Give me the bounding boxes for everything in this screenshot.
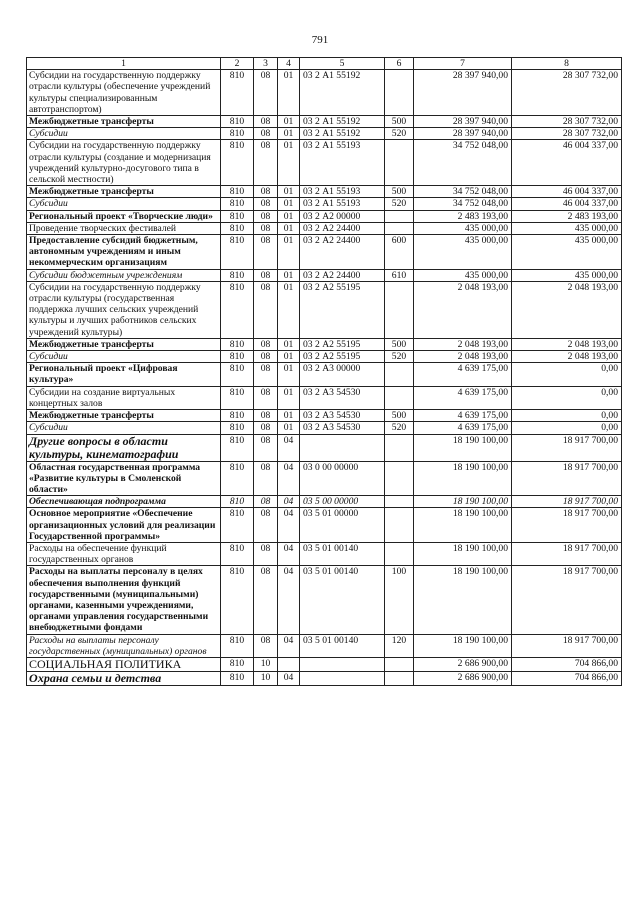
row-ministry-code: 810: [221, 116, 254, 128]
row-name: Обеспечивающая подпрограмма: [27, 496, 221, 508]
row-name: Субсидии: [27, 128, 221, 140]
row-expense-type: 120: [385, 634, 414, 657]
row-amount-year-2: 2 048 193,00: [512, 351, 622, 363]
row-ministry-code: 810: [221, 235, 254, 270]
row-amount-year-1: 2 048 193,00: [414, 281, 512, 338]
row-amount-year-1: 18 190 100,00: [414, 542, 512, 565]
row-section-code: 08: [254, 434, 278, 461]
row-ministry-code: 810: [221, 508, 254, 543]
row-target-article: 03 5 00 00000: [300, 496, 385, 508]
row-amount-year-1: 18 190 100,00: [414, 566, 512, 634]
row-name: Субсидии на создание виртуальных концертных залов: [27, 386, 221, 409]
row-amount-year-2: 18 917 700,00: [512, 508, 622, 543]
row-ministry-code: 810: [221, 410, 254, 422]
row-name: Региональный проект «Творческие люди»: [27, 210, 221, 222]
row-section-code: 08: [254, 634, 278, 657]
row-name: Межбюджетные трансферты: [27, 116, 221, 128]
row-expense-type: [385, 657, 414, 671]
row-name: Межбюджетные трансферты: [27, 186, 221, 198]
row-target-article: 03 2 А1 55193: [300, 186, 385, 198]
row-section-code: 08: [254, 235, 278, 270]
row-section-code: 08: [254, 140, 278, 186]
row-amount-year-1: 4 639 175,00: [414, 422, 512, 434]
row-target-article: 03 2 А3 54530: [300, 422, 385, 434]
row-expense-type: 520: [385, 351, 414, 363]
row-expense-type: [385, 281, 414, 338]
header-cell: 1: [27, 58, 221, 70]
row-subsection-code: 01: [278, 363, 300, 386]
row-section-code: 08: [254, 422, 278, 434]
row-subsection-code: 01: [278, 70, 300, 116]
row-ministry-code: 810: [221, 140, 254, 186]
row-target-article: [300, 434, 385, 461]
row-amount-year-1: 2 048 193,00: [414, 351, 512, 363]
row-name: Предоставление субсидий бюджетным, автономным учреждениям и иным некоммерческим организациям: [27, 235, 221, 270]
row-section-code: 08: [254, 363, 278, 386]
row-subsection-code: 01: [278, 186, 300, 198]
row-amount-year-2: 435 000,00: [512, 235, 622, 270]
row-ministry-code: 810: [221, 496, 254, 508]
table-row: [27, 198, 622, 210]
row-name: Расходы на выплаты персоналу государственных (муниципальных) органов: [27, 634, 221, 657]
row-name: Субсидии: [27, 351, 221, 363]
row-ministry-code: 810: [221, 566, 254, 634]
row-target-article: 03 2 А2 24400: [300, 269, 385, 281]
row-ministry-code: 810: [221, 634, 254, 657]
row-name: Региональный проект «Цифровая культура»: [27, 363, 221, 386]
row-name: Проведение творческих фестивалей: [27, 222, 221, 234]
header-cell: 5: [300, 58, 385, 70]
row-subsection-code: 01: [278, 128, 300, 140]
row-amount-year-1: 2 686 900,00: [414, 671, 512, 685]
row-name: Субсидии бюджетным учреждениям: [27, 269, 221, 281]
row-subsection-code: 01: [278, 410, 300, 422]
table-row: [27, 128, 622, 140]
row-name: Субсидии: [27, 198, 221, 210]
row-section-code: 08: [254, 496, 278, 508]
row-subsection-code: 04: [278, 542, 300, 565]
table-row: [27, 269, 622, 281]
table-row: [27, 222, 622, 234]
row-amount-year-2: 18 917 700,00: [512, 634, 622, 657]
row-expense-type: 520: [385, 198, 414, 210]
row-name: Другие вопросы в области культуры, кинематографии: [27, 434, 221, 461]
row-name: Областная государственная программа «Развитие культуры в Смоленской области»: [27, 461, 221, 496]
table-row: [27, 671, 622, 685]
row-section-code: 08: [254, 210, 278, 222]
table-row: [27, 434, 622, 461]
row-target-article: 03 2 А1 55192: [300, 128, 385, 140]
row-target-article: 03 5 01 00140: [300, 634, 385, 657]
row-amount-year-2: 18 917 700,00: [512, 542, 622, 565]
table-row: [27, 542, 622, 565]
table-row: [27, 634, 622, 657]
row-expense-type: 500: [385, 186, 414, 198]
table-row: [27, 657, 622, 671]
table-row: [27, 235, 622, 270]
row-name: Межбюджетные трансферты: [27, 338, 221, 350]
row-amount-year-1: 4 639 175,00: [414, 363, 512, 386]
row-amount-year-1: 18 190 100,00: [414, 461, 512, 496]
row-amount-year-2: 435 000,00: [512, 269, 622, 281]
row-subsection-code: [278, 657, 300, 671]
row-target-article: 03 2 А2 24400: [300, 222, 385, 234]
row-section-code: 08: [254, 338, 278, 350]
row-section-code: 10: [254, 657, 278, 671]
row-amount-year-2: 28 307 732,00: [512, 116, 622, 128]
row-section-code: 08: [254, 351, 278, 363]
row-amount-year-1: 4 639 175,00: [414, 410, 512, 422]
row-section-code: 08: [254, 70, 278, 116]
row-subsection-code: 01: [278, 222, 300, 234]
row-amount-year-1: 18 190 100,00: [414, 634, 512, 657]
row-amount-year-2: 0,00: [512, 410, 622, 422]
row-subsection-code: 01: [278, 140, 300, 186]
row-subsection-code: 04: [278, 671, 300, 685]
table-header-row: [27, 58, 622, 70]
row-subsection-code: 01: [278, 116, 300, 128]
row-amount-year-2: 18 917 700,00: [512, 496, 622, 508]
table-row: [27, 566, 622, 634]
row-subsection-code: 01: [278, 235, 300, 270]
row-section-code: 08: [254, 116, 278, 128]
row-target-article: 03 2 А2 55195: [300, 281, 385, 338]
table-row: [27, 70, 622, 116]
row-section-code: 08: [254, 566, 278, 634]
row-amount-year-2: 18 917 700,00: [512, 434, 622, 461]
row-target-article: 03 2 А1 55193: [300, 140, 385, 186]
row-expense-type: [385, 363, 414, 386]
row-name: Охрана семьи и детства: [27, 671, 221, 685]
row-target-article: 03 2 А1 55192: [300, 116, 385, 128]
row-amount-year-2: 435 000,00: [512, 222, 622, 234]
row-target-article: 03 5 01 00140: [300, 566, 385, 634]
row-name: СОЦИАЛЬНАЯ ПОЛИТИКА: [27, 657, 221, 671]
budget-table: [26, 57, 622, 686]
row-target-article: 03 2 А2 24400: [300, 235, 385, 270]
row-expense-type: [385, 508, 414, 543]
row-amount-year-1: 28 397 940,00: [414, 116, 512, 128]
row-amount-year-1: 435 000,00: [414, 222, 512, 234]
row-expense-type: [385, 140, 414, 186]
table-row: [27, 410, 622, 422]
row-target-article: 03 2 А2 55195: [300, 351, 385, 363]
row-subsection-code: 01: [278, 422, 300, 434]
row-amount-year-1: 34 752 048,00: [414, 140, 512, 186]
row-amount-year-1: 435 000,00: [414, 269, 512, 281]
table-row: [27, 508, 622, 543]
row-target-article: [300, 657, 385, 671]
row-expense-type: [385, 671, 414, 685]
row-ministry-code: 810: [221, 351, 254, 363]
row-section-code: 08: [254, 198, 278, 210]
row-ministry-code: 810: [221, 542, 254, 565]
row-target-article: 03 2 А1 55192: [300, 70, 385, 116]
row-amount-year-2: 46 004 337,00: [512, 198, 622, 210]
header-cell: 2: [221, 58, 254, 70]
row-ministry-code: 810: [221, 434, 254, 461]
row-amount-year-2: 28 307 732,00: [512, 128, 622, 140]
row-ministry-code: 810: [221, 128, 254, 140]
row-ministry-code: 810: [221, 386, 254, 409]
table-row: [27, 351, 622, 363]
row-target-article: 03 2 А3 00000: [300, 363, 385, 386]
row-name: Расходы на обеспечение функций государственных органов: [27, 542, 221, 565]
table-row: [27, 116, 622, 128]
row-subsection-code: 01: [278, 386, 300, 409]
row-amount-year-1: 18 190 100,00: [414, 496, 512, 508]
row-amount-year-2: 46 004 337,00: [512, 140, 622, 186]
row-section-code: 08: [254, 386, 278, 409]
row-amount-year-2: 2 483 193,00: [512, 210, 622, 222]
row-ministry-code: 810: [221, 186, 254, 198]
row-ministry-code: 810: [221, 657, 254, 671]
row-amount-year-1: 2 483 193,00: [414, 210, 512, 222]
row-subsection-code: 04: [278, 634, 300, 657]
row-target-article: 03 2 А2 55195: [300, 338, 385, 350]
row-expense-type: 500: [385, 338, 414, 350]
row-section-code: 10: [254, 671, 278, 685]
row-target-article: 03 2 А3 54530: [300, 386, 385, 409]
row-name: Субсидии на государственную поддержку отрасли культуры (государственная поддержка лучших сельских учреждений культуры и лучших работников сельских учреждений культуры): [27, 281, 221, 338]
row-section-code: 08: [254, 461, 278, 496]
row-subsection-code: 04: [278, 461, 300, 496]
row-ministry-code: 810: [221, 671, 254, 685]
row-amount-year-2: 704 866,00: [512, 657, 622, 671]
row-expense-type: 520: [385, 422, 414, 434]
row-amount-year-1: 18 190 100,00: [414, 434, 512, 461]
row-name: Субсидии на государственную поддержку отрасли культуры (обеспечение учреждений культуры специализированным автотранспортом): [27, 70, 221, 116]
row-ministry-code: 810: [221, 222, 254, 234]
table-row: [27, 338, 622, 350]
row-amount-year-1: 28 397 940,00: [414, 70, 512, 116]
row-ministry-code: 810: [221, 70, 254, 116]
row-name: Субсидии на государственную поддержку отрасли культуры (создание и модернизация учреждений культурно-досугового типа в сельской местности): [27, 140, 221, 186]
table-row: [27, 140, 622, 186]
row-ministry-code: 810: [221, 363, 254, 386]
header-cell: 4: [278, 58, 300, 70]
header-cell: 8: [512, 58, 622, 70]
row-target-article: [300, 671, 385, 685]
row-target-article: 03 0 00 00000: [300, 461, 385, 496]
row-amount-year-2: 18 917 700,00: [512, 461, 622, 496]
row-section-code: 08: [254, 410, 278, 422]
row-section-code: 08: [254, 186, 278, 198]
row-expense-type: 520: [385, 128, 414, 140]
row-expense-type: 600: [385, 235, 414, 270]
row-target-article: 03 2 А3 54530: [300, 410, 385, 422]
row-subsection-code: 04: [278, 508, 300, 543]
row-amount-year-2: 46 004 337,00: [512, 186, 622, 198]
row-ministry-code: 810: [221, 338, 254, 350]
row-expense-type: 500: [385, 410, 414, 422]
header-cell: 3: [254, 58, 278, 70]
row-name: Основное мероприятие «Обеспечение организационных условий для реализации Государственной программы»: [27, 508, 221, 543]
header-cell: 7: [414, 58, 512, 70]
row-expense-type: [385, 542, 414, 565]
table-row: [27, 496, 622, 508]
row-subsection-code: 04: [278, 566, 300, 634]
row-ministry-code: 810: [221, 461, 254, 496]
row-target-article: 03 5 01 00140: [300, 542, 385, 565]
row-amount-year-1: 2 048 193,00: [414, 338, 512, 350]
row-target-article: 03 2 А1 55193: [300, 198, 385, 210]
page-number: 791: [311, 34, 329, 46]
row-subsection-code: 01: [278, 210, 300, 222]
row-expense-type: [385, 496, 414, 508]
table-row: [27, 386, 622, 409]
row-amount-year-2: 704 866,00: [512, 671, 622, 685]
row-section-code: 08: [254, 542, 278, 565]
row-expense-type: 100: [385, 566, 414, 634]
row-amount-year-1: 4 639 175,00: [414, 386, 512, 409]
row-ministry-code: 810: [221, 198, 254, 210]
table-row: [27, 461, 622, 496]
row-expense-type: [385, 70, 414, 116]
row-section-code: 08: [254, 222, 278, 234]
table-row: [27, 210, 622, 222]
row-amount-year-1: 34 752 048,00: [414, 186, 512, 198]
row-target-article: 03 2 А2 00000: [300, 210, 385, 222]
row-section-code: 08: [254, 269, 278, 281]
row-section-code: 08: [254, 508, 278, 543]
row-amount-year-2: 28 307 732,00: [512, 70, 622, 116]
row-subsection-code: 01: [278, 281, 300, 338]
row-expense-type: 500: [385, 116, 414, 128]
row-name: Межбюджетные трансферты: [27, 410, 221, 422]
row-name: Субсидии: [27, 422, 221, 434]
row-section-code: 08: [254, 128, 278, 140]
row-expense-type: [385, 222, 414, 234]
row-subsection-code: 01: [278, 198, 300, 210]
row-target-article: 03 5 01 00000: [300, 508, 385, 543]
row-name: Расходы на выплаты персоналу в целях обеспечения выполнения функций государственными (муниципальными) органами, казенными учреждениями, органами управления государственными внебюджетными фондами: [27, 566, 221, 634]
header-cell: 6: [385, 58, 414, 70]
row-amount-year-1: 18 190 100,00: [414, 508, 512, 543]
row-amount-year-2: 2 048 193,00: [512, 281, 622, 338]
row-ministry-code: 810: [221, 281, 254, 338]
row-subsection-code: 04: [278, 496, 300, 508]
row-amount-year-2: 0,00: [512, 386, 622, 409]
row-expense-type: [385, 434, 414, 461]
row-ministry-code: 810: [221, 269, 254, 281]
row-subsection-code: 01: [278, 351, 300, 363]
row-amount-year-1: 435 000,00: [414, 235, 512, 270]
row-amount-year-2: 18 917 700,00: [512, 566, 622, 634]
row-subsection-code: 04: [278, 434, 300, 461]
row-subsection-code: 01: [278, 338, 300, 350]
table-row: [27, 281, 622, 338]
table-row: [27, 363, 622, 386]
row-amount-year-1: 28 397 940,00: [414, 128, 512, 140]
table-row: [27, 422, 622, 434]
row-expense-type: [385, 461, 414, 496]
row-amount-year-1: 2 686 900,00: [414, 657, 512, 671]
table-row: [27, 186, 622, 198]
row-subsection-code: 01: [278, 269, 300, 281]
row-amount-year-2: 0,00: [512, 422, 622, 434]
row-ministry-code: 810: [221, 210, 254, 222]
row-expense-type: 610: [385, 269, 414, 281]
row-expense-type: [385, 386, 414, 409]
row-amount-year-2: 0,00: [512, 363, 622, 386]
row-amount-year-2: 2 048 193,00: [512, 338, 622, 350]
row-expense-type: [385, 210, 414, 222]
row-amount-year-1: 34 752 048,00: [414, 198, 512, 210]
row-ministry-code: 810: [221, 422, 254, 434]
row-section-code: 08: [254, 281, 278, 338]
